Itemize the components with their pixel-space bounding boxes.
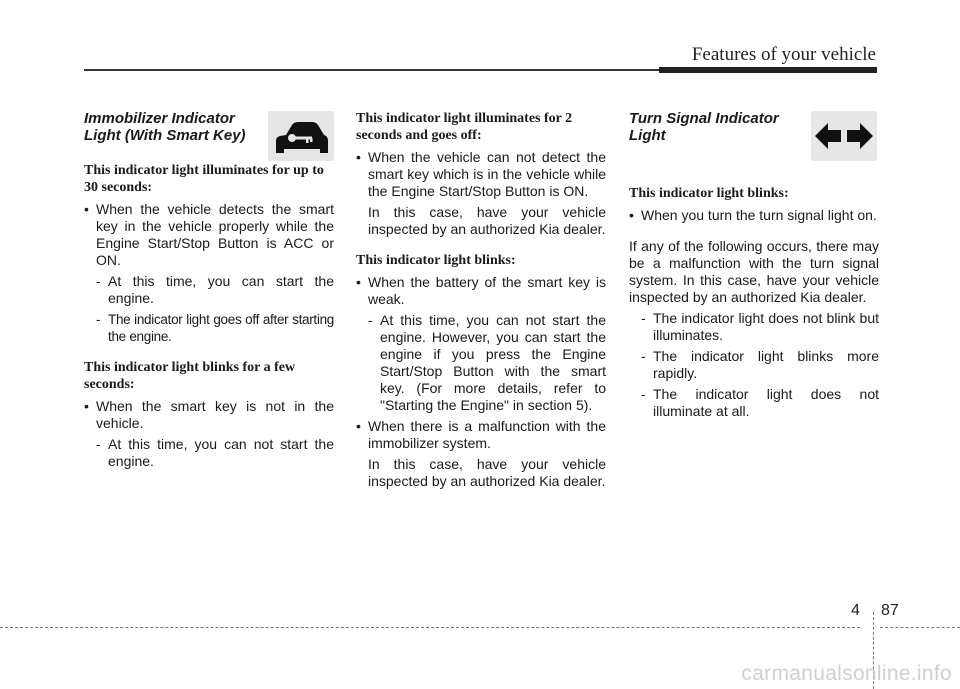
bullet-item	[84, 398, 334, 432]
bullet-text: When the vehicle detects the smart key in the vehicle properly while the Engine Start/Stop Button is ACC or ON.	[96, 201, 334, 268]
header-rule	[84, 69, 659, 71]
immobilizer-lead-illuminates: This indicator light illuminates for up to 30 seconds:	[84, 163, 324, 195]
bullet-icon: •	[84, 398, 89, 414]
sub-item: - At this time, you can start the engine.	[96, 273, 334, 306]
bullet-text: When there is a malfunction with the immobilizer system.	[368, 418, 606, 451]
lead-illuminates-2-seconds: This indicator light illuminates for 2 seconds and goes off:	[356, 111, 573, 143]
bullet-icon: •	[356, 274, 361, 290]
lead-blinks: This indicator light blinks:	[356, 253, 516, 268]
turn-signal-heading: Turn Signal Indicator Light	[629, 110, 779, 144]
sub-item: - The indicator light does not blink but illuminates.	[641, 310, 879, 343]
sub-item: - At this time, you can not start the engine.	[96, 436, 334, 469]
immobilizer-heading: Immobilizer Indicator Light (With Smart Key)	[84, 110, 246, 144]
sub-text: The indicator light blinks more rapidly.	[653, 348, 879, 381]
sub-text: At this time, you can not start the engine.	[108, 436, 334, 469]
chapter-number: 4	[851, 602, 860, 619]
page-number: 87	[881, 602, 899, 619]
bullet-item	[356, 274, 606, 308]
sub-text: The indicator light does not illuminate at all.	[653, 386, 879, 419]
footer-rule	[880, 627, 960, 628]
sub-text: At this time, you can not start the engine. However, you can start the engine if you press the Engine Start/Stop Button with the smart key. (For more details, refer to "Starting the Engine" in section 5).	[380, 312, 606, 413]
sub-text: The indicator light goes off after starting the engine.	[108, 312, 334, 344]
sub-item: - The indicator light goes off after starting the engine.	[96, 312, 334, 344]
paragraph: If any of the following occurs, there may be a malfunction with the turn signal system. In this case, have your vehicle inspected by an authorized Kia dealer.	[629, 238, 879, 305]
immobilizer-lead-blinks: This indicator light blinks for a few seconds:	[84, 360, 296, 392]
sub-item: - The indicator light blinks more rapidly.	[641, 348, 879, 381]
header-title: Features of your vehicle	[691, 44, 876, 65]
column-immobilizer	[84, 110, 334, 474]
bullet-icon: •	[84, 201, 89, 217]
bullet-text: When you turn the turn signal light on.	[641, 207, 877, 223]
bullet-text: When the battery of the smart key is weak.	[368, 274, 606, 307]
bullet-icon: •	[356, 418, 361, 434]
footer-rule	[0, 627, 860, 628]
paragraph: In this case, have your vehicle inspected by an authorized Kia dealer.	[368, 456, 606, 489]
sub-text: The indicator light does not blink but illuminates.	[653, 310, 879, 343]
turn-signal-lead-blinks: This indicator light blinks:	[629, 186, 789, 201]
bullet-text: When the vehicle can not detect the smart key which is in the vehicle while the Engine Start/Stop Button is ON.	[368, 149, 606, 199]
sub-text: At this time, you can start the engine.	[108, 273, 334, 306]
bullet-item	[356, 418, 606, 452]
bullet-item	[84, 201, 334, 269]
bullet-item	[356, 149, 606, 200]
bullet-icon: •	[629, 207, 634, 223]
watermark: carmanualsonline.info	[741, 662, 952, 685]
turn-signal-arrows-icon	[811, 111, 877, 161]
column-immobilizer-continued	[356, 110, 606, 494]
bullet-item	[629, 207, 879, 224]
bullet-icon: •	[356, 149, 361, 165]
sub-item: - The indicator light does not illuminate at all.	[641, 386, 879, 419]
sub-item: - At this time, you can not start the engine. However, you can start the engine if you press the Engine Start/Stop Button with the smart key. (For more details, refer to "Starting the Engine" in section 5).	[368, 312, 606, 413]
header-rule-accent	[659, 67, 877, 73]
immobilizer-car-key-icon	[268, 111, 334, 161]
bullet-text: When the smart key is not in the vehicle.	[96, 398, 334, 431]
paragraph: In this case, have your vehicle inspected by an authorized Kia dealer.	[368, 204, 606, 237]
